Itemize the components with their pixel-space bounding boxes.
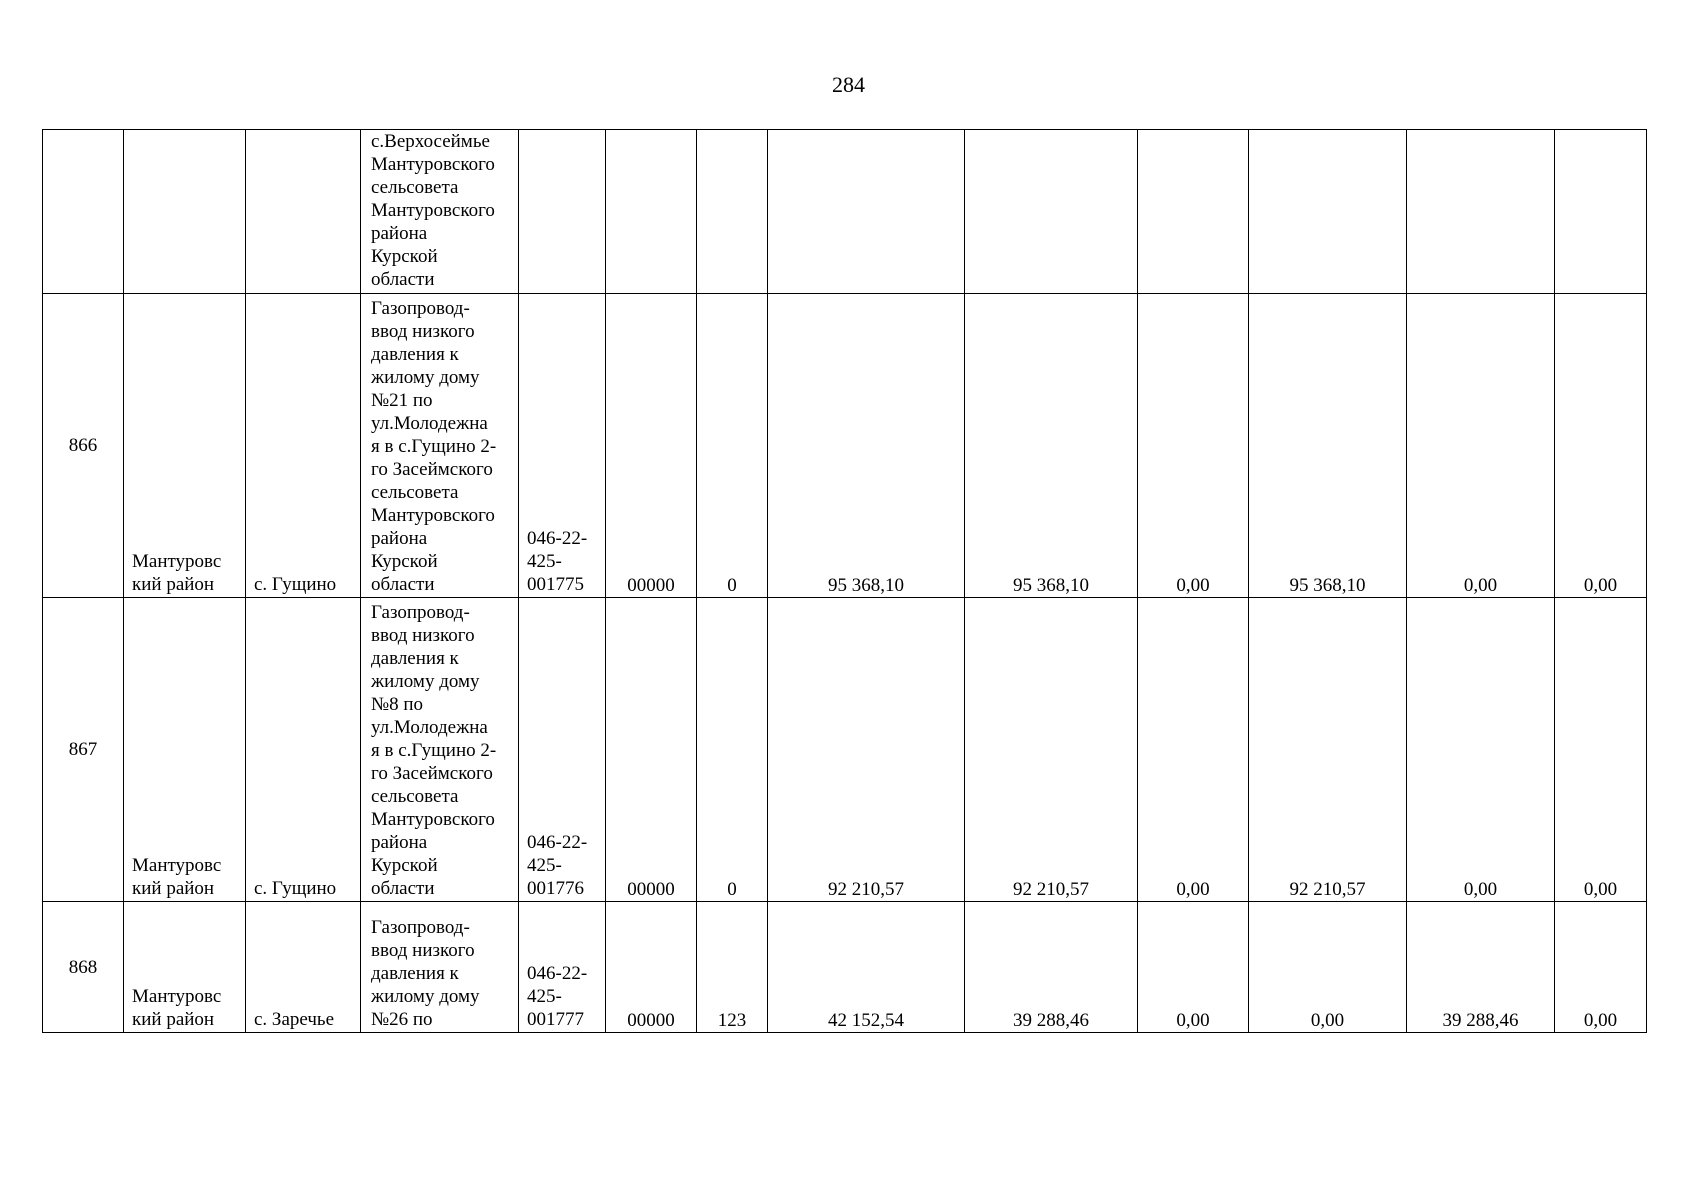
amount-cell: 95 368,10	[965, 294, 1138, 598]
locality-cell: с. Гущино	[246, 598, 361, 902]
amount-cell: 92 210,57	[1249, 598, 1407, 902]
district-cell: Мантуровс кий район	[124, 598, 246, 902]
amount-cell: 0,00	[1555, 598, 1647, 902]
description-cell: Газопровод- ввод низкого давления к жилому дому №8 по ул.Молодежна я в с.Гущино 2- го Засеймского сельсовета Мантуровского района Курской области	[361, 598, 519, 902]
locality-cell: с. Гущино	[246, 294, 361, 598]
description-cell: с.Верхосеймье Мантуровского сельсовета Мантуровского района Курской области	[361, 130, 519, 294]
quantity-cell: 0	[697, 598, 768, 902]
amount-cell: 0,00	[1555, 902, 1647, 1033]
registry-table	[42, 129, 1647, 1033]
amount-cell: 42 152,54	[768, 902, 965, 1033]
description-cell: Газопровод- ввод низкого давления к жилому дому №26 по	[361, 902, 519, 1033]
amount-cell	[1555, 130, 1647, 294]
locality-cell	[246, 130, 361, 294]
amount-cell	[768, 130, 965, 294]
district-cell: Мантуровс кий район	[124, 902, 246, 1033]
amount-cell: 39 288,46	[965, 902, 1138, 1033]
quantity-cell: 123	[697, 902, 768, 1033]
amount-cell: 39 288,46	[1407, 902, 1555, 1033]
code-suffix-cell	[606, 130, 697, 294]
code-cell	[519, 130, 606, 294]
table-row	[43, 130, 1647, 294]
row-number: 867	[43, 598, 124, 902]
amount-cell	[1138, 130, 1249, 294]
quantity-cell	[697, 130, 768, 294]
amount-cell: 92 210,57	[768, 598, 965, 902]
page-number: 284	[832, 72, 865, 97]
table-row	[43, 598, 1647, 902]
locality-cell: с. Заречье	[246, 902, 361, 1033]
amount-cell: 0,00	[1138, 598, 1249, 902]
amount-cell: 0,00	[1555, 294, 1647, 598]
row-number	[43, 130, 124, 294]
code-suffix-cell: 00000	[606, 902, 697, 1033]
table-row	[43, 902, 1647, 1033]
code-cell: 046-22- 425- 001776	[519, 598, 606, 902]
amount-cell: 0,00	[1407, 294, 1555, 598]
district-cell	[124, 130, 246, 294]
amount-cell: 0,00	[1249, 902, 1407, 1033]
amount-cell	[1249, 130, 1407, 294]
amount-cell: 95 368,10	[768, 294, 965, 598]
row-number: 866	[43, 294, 124, 598]
code-cell: 046-22- 425- 001775	[519, 294, 606, 598]
amount-cell	[965, 130, 1138, 294]
district-cell: Мантуровс кий район	[124, 294, 246, 598]
code-suffix-cell: 00000	[606, 598, 697, 902]
amount-cell: 95 368,10	[1249, 294, 1407, 598]
description-cell: Газопровод- ввод низкого давления к жилому дому №21 по ул.Молодежна я в с.Гущино 2- го Засеймского сельсовета Мантуровского района Курской области	[361, 294, 519, 598]
code-suffix-cell: 00000	[606, 294, 697, 598]
quantity-cell: 0	[697, 294, 768, 598]
table-row	[43, 294, 1647, 598]
amount-cell: 92 210,57	[965, 598, 1138, 902]
amount-cell: 0,00	[1138, 294, 1249, 598]
amount-cell: 0,00	[1407, 598, 1555, 902]
code-cell: 046-22- 425- 001777	[519, 902, 606, 1033]
amount-cell	[1407, 130, 1555, 294]
row-number: 868	[43, 902, 124, 1033]
amount-cell: 0,00	[1138, 902, 1249, 1033]
